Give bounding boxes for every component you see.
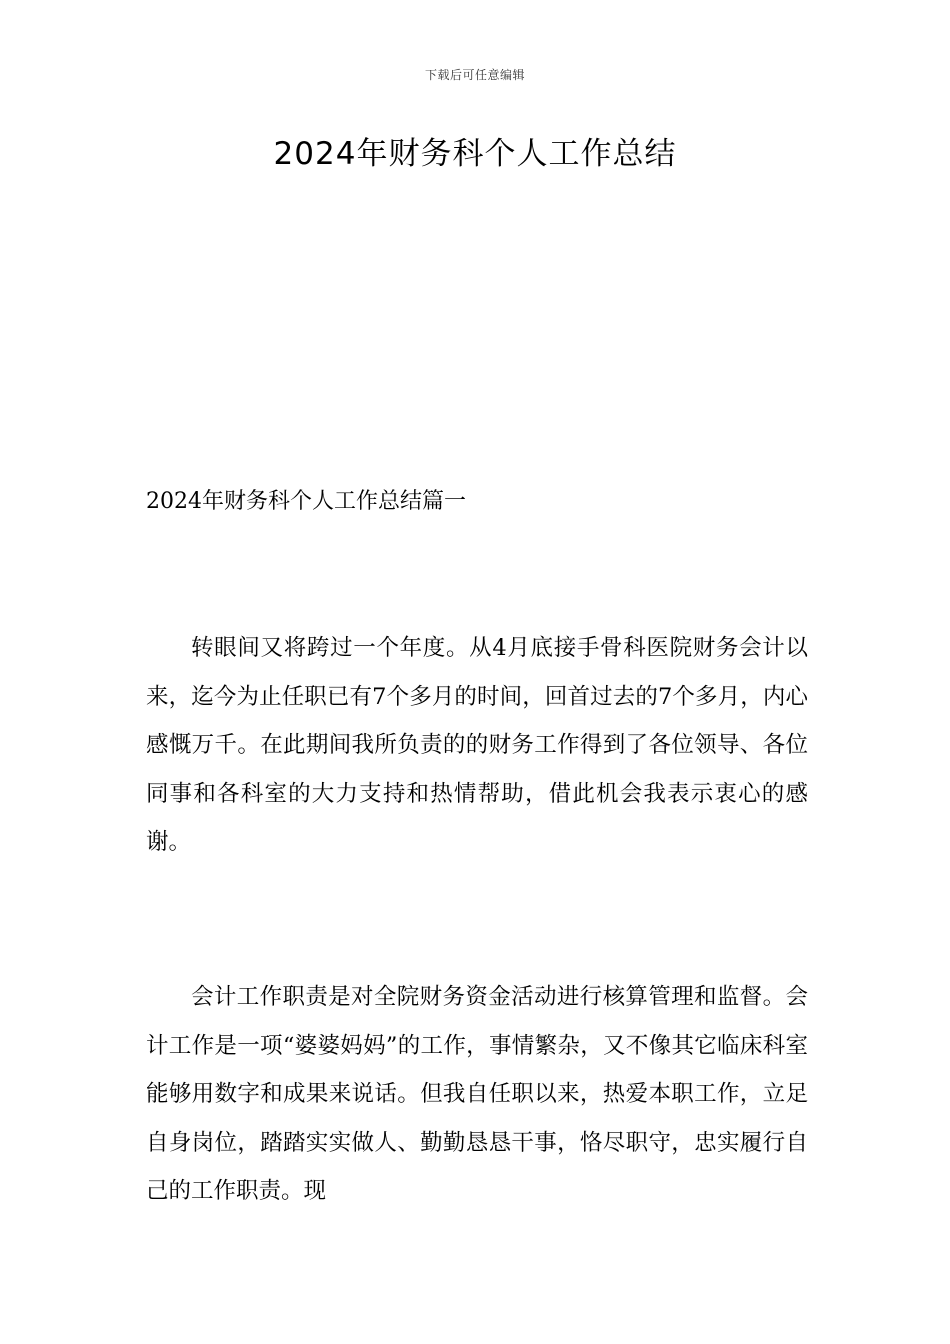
document-title: 2024年财务科个人工作总结 (273, 136, 677, 172)
paragraph-1: 转眼间又将跨过一个年度。从4月底接手骨科医院财务会计以来，迄今为止任职已有7个多月的时间，回首过去的7个多月，内心感慨万千。在此期间我所负责的的财务工作得到了各位领导、各位同事和各科室的大力支持和热情帮助，借此机会我表示衷心的感谢。 (146, 635, 808, 855)
section-heading: 2024年财务科个人工作总结篇一 (146, 489, 466, 514)
header-note: 下载后可任意编辑 (424, 68, 525, 82)
paragraph-2: 会计工作职责是对全院财务资金活动进行核算管理和监督。会计工作是一项“婆婆妈妈”的工作，事情繁杂，又不像其它临床科室能够用数字和成果来说话。但我自任职以来，热爱本职工作，立足自身岗位，踏踏实实做人、勤勤恳恳干事，恪尽职守，忠实履行自己的工作职责。现 (146, 984, 808, 1204)
